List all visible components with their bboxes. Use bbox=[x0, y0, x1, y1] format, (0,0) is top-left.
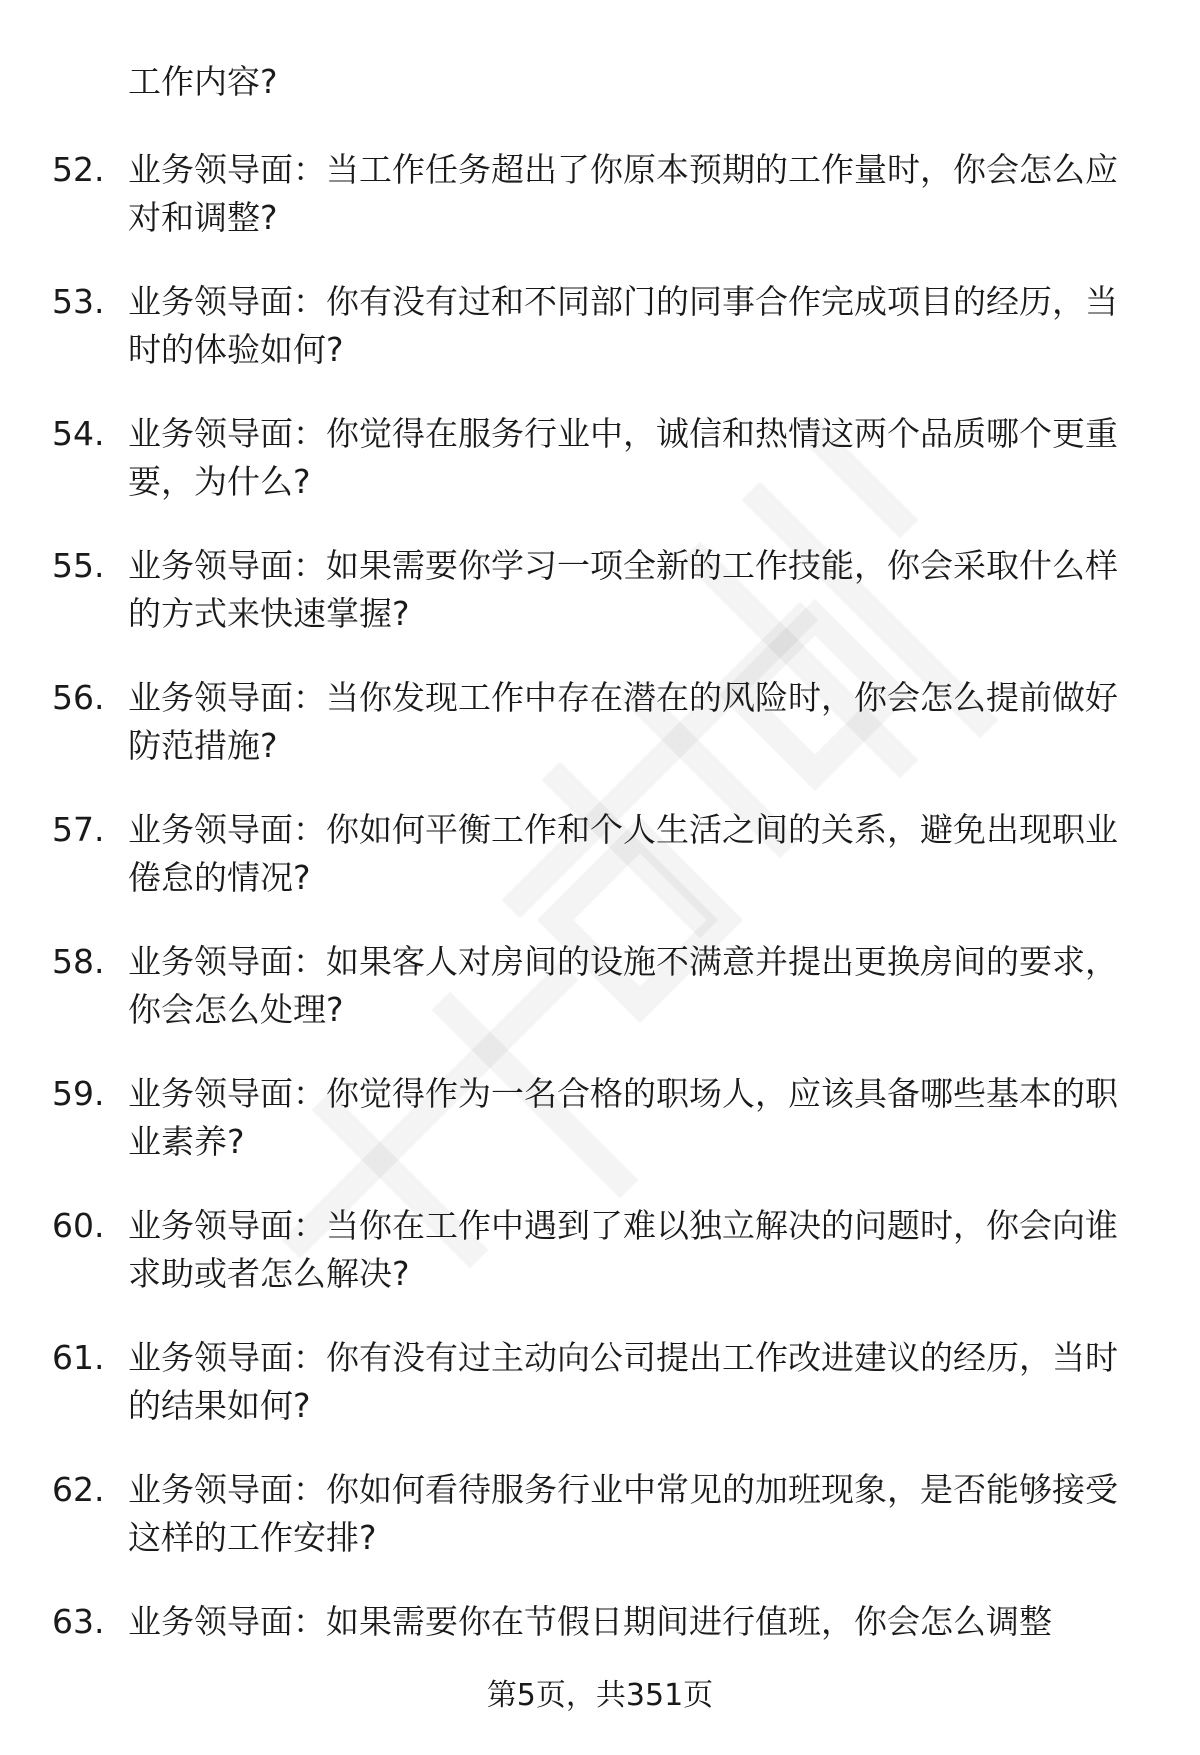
question-text: 业务领导面：你觉得作为一名合格的职场人，应该具备哪些基本的职业素养? bbox=[128, 1074, 1118, 1161]
question-item bbox=[0, 806, 1200, 938]
question-number: 57. bbox=[52, 810, 105, 849]
question-text: 业务领导面：当你发现工作中存在潜在的风险时，你会怎么提前做好防范措施? bbox=[128, 678, 1118, 765]
question-text: 业务领导面：你觉得在服务行业中，诚信和热情这两个品质哪个更重要，为什么? bbox=[128, 414, 1118, 501]
question-number: 53. bbox=[52, 282, 105, 321]
question-number: 56. bbox=[52, 678, 105, 717]
question-item bbox=[0, 542, 1200, 674]
question-list bbox=[0, 146, 1200, 1730]
question-number: 60. bbox=[52, 1206, 105, 1245]
question-item bbox=[0, 1202, 1200, 1334]
question-text: 业务领导面：如果需要你学习一项全新的工作技能，你会采取什么样的方式来快速掌握? bbox=[128, 546, 1118, 633]
question-item bbox=[0, 278, 1200, 410]
question-number: 52. bbox=[52, 150, 105, 189]
question-text: 业务领导面：你如何看待服务行业中常见的加班现象，是否能够接受这样的工作安排? bbox=[128, 1470, 1118, 1557]
question-number: 59. bbox=[52, 1074, 105, 1113]
question-number: 58. bbox=[52, 942, 105, 981]
question-item bbox=[0, 674, 1200, 806]
question-number: 55. bbox=[52, 546, 105, 585]
question-item bbox=[0, 1334, 1200, 1466]
question-number: 62. bbox=[52, 1470, 105, 1509]
question-text: 业务领导面：如果客人对房间的设施不满意并提出更换房间的要求，你会怎么处理? bbox=[128, 942, 1118, 1029]
question-text: 业务领导面：你如何平衡工作和个人生活之间的关系，避免出现职业倦怠的情况? bbox=[128, 810, 1118, 897]
question-text: 业务领导面：你有没有过主动向公司提出工作改进建议的经历，当时的结果如何? bbox=[128, 1338, 1118, 1425]
question-number: 63. bbox=[52, 1602, 105, 1641]
question-text: 业务领导面：当工作任务超出了你原本预期的工作量时，你会怎么应对和调整? bbox=[128, 150, 1118, 237]
question-item bbox=[0, 938, 1200, 1070]
continued-question-text: 工作内容? bbox=[128, 62, 278, 101]
question-number: 61. bbox=[52, 1338, 105, 1377]
question-text: 业务领导面：你有没有过和不同部门的同事合作完成项目的经历，当时的体验如何? bbox=[128, 282, 1118, 369]
page-footer: 第5页，共351页 bbox=[486, 1678, 714, 1713]
question-text: 业务领导面：当你在工作中遇到了难以独立解决的问题时，你会向谁求助或者怎么解决? bbox=[128, 1206, 1118, 1293]
question-item bbox=[0, 1070, 1200, 1202]
question-text: 业务领导面：如果需要你在节假日期间进行值班，你会怎么调整 bbox=[128, 1602, 1052, 1641]
question-number: 54. bbox=[52, 414, 105, 453]
question-item bbox=[0, 410, 1200, 542]
question-item bbox=[0, 146, 1200, 278]
question-item bbox=[0, 1466, 1200, 1598]
